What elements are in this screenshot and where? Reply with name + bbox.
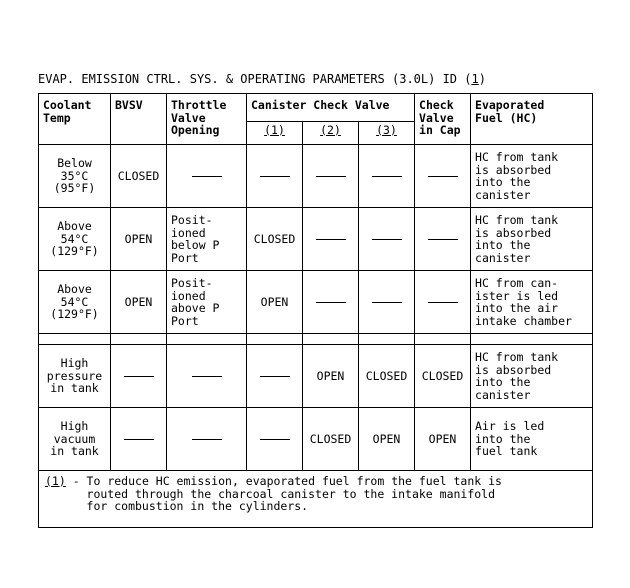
cell-hc: Air is led into the fuel tank: [471, 408, 593, 471]
cell-c1: [247, 145, 303, 208]
header-check-valve-cap: Check Valve in Cap: [415, 94, 471, 145]
evap-parameters-table: [38, 93, 593, 528]
subheader-valve-3: (3): [359, 122, 415, 145]
cell-c3: [359, 208, 415, 271]
cell-cap: [415, 145, 471, 208]
cell-hc: HC from tank is absorbed into the canister: [471, 345, 593, 408]
dash-mark: [124, 376, 154, 377]
cell-c2: OPEN: [303, 345, 359, 408]
dash-mark: [260, 176, 290, 177]
header-evaporated-fuel: Evaporated Fuel (HC): [471, 94, 593, 145]
cell-c3: [359, 271, 415, 334]
dash-mark: [192, 376, 222, 377]
dash-mark: [260, 439, 290, 440]
cell-c3: OPEN: [359, 408, 415, 471]
dash-mark: [428, 239, 458, 240]
dash-mark: [372, 239, 402, 240]
dash-mark: [428, 176, 458, 177]
table-title: EVAP. EMISSION CTRL. SYS. & OPERATING PARAMETERS (3.0L) ID (1): [38, 72, 486, 86]
table-spacer-row: [39, 334, 593, 345]
cell-c2: [303, 208, 359, 271]
cell-bvsv: [111, 408, 167, 471]
table-row: [39, 408, 593, 471]
cell-coolant: Above 54°C (129°F): [39, 271, 111, 334]
dash-mark: [260, 376, 290, 377]
cell-cap: [415, 271, 471, 334]
dash-mark: [372, 302, 402, 303]
cell-hc: HC from tank is absorbed into the canister: [471, 145, 593, 208]
dash-mark: [124, 439, 154, 440]
cell-coolant: Above 54°C (129°F): [39, 208, 111, 271]
header-canister-check-valve: Canister Check Valve: [247, 94, 415, 122]
table-row: [39, 208, 593, 271]
subheader-valve-2: (2): [303, 122, 359, 145]
header-bvsv: BVSV: [111, 94, 167, 145]
cell-c1: [247, 345, 303, 408]
header-throttle-valve: Throttle Valve Opening: [167, 94, 247, 145]
cell-c1: [247, 408, 303, 471]
cell-c2: [303, 271, 359, 334]
cell-hc: HC from can- ister is led into the air intake chamber: [471, 271, 593, 334]
dash-mark: [192, 176, 222, 177]
dash-mark: [316, 239, 346, 240]
cell-bvsv: OPEN: [111, 271, 167, 334]
cell-c2: [303, 145, 359, 208]
subheader-valve-1: (1): [247, 122, 303, 145]
cell-bvsv: [111, 345, 167, 408]
cell-c3: CLOSED: [359, 345, 415, 408]
cell-bvsv: OPEN: [111, 208, 167, 271]
dash-mark: [316, 176, 346, 177]
cell-cap: OPEN: [415, 408, 471, 471]
cell-hc: HC from tank is absorbed into the canister: [471, 208, 593, 271]
table-row: [39, 271, 593, 334]
dash-mark: [192, 439, 222, 440]
dash-mark: [316, 302, 346, 303]
dash-mark: [372, 176, 402, 177]
cell-coolant: Below 35°C (95°F): [39, 145, 111, 208]
cell-coolant: High vacuum in tank: [39, 408, 111, 471]
cell-c1: CLOSED: [247, 208, 303, 271]
cell-throttle: [167, 345, 247, 408]
cell-cap: [415, 208, 471, 271]
cell-c2: CLOSED: [303, 408, 359, 471]
cell-c1: OPEN: [247, 271, 303, 334]
cell-bvsv: CLOSED: [111, 145, 167, 208]
cell-throttle: Posit- ioned below P Port: [167, 208, 247, 271]
dash-mark: [428, 302, 458, 303]
cell-throttle: [167, 408, 247, 471]
cell-c3: [359, 145, 415, 208]
cell-throttle: Posit- ioned above P Port: [167, 271, 247, 334]
table-body: [39, 145, 593, 471]
cell-throttle: [167, 145, 247, 208]
table-row: [39, 145, 593, 208]
cell-coolant: High pressure in tank: [39, 345, 111, 408]
cell-cap: CLOSED: [415, 345, 471, 408]
header-coolant-temp: Coolant Temp: [39, 94, 111, 145]
table-row: [39, 345, 593, 408]
footnote: (1) - To reduce HC emission, evaporated fuel from the fuel tank is routed through the charcoal canister to the intake manifold for combustion in the cylinders.: [39, 471, 593, 528]
